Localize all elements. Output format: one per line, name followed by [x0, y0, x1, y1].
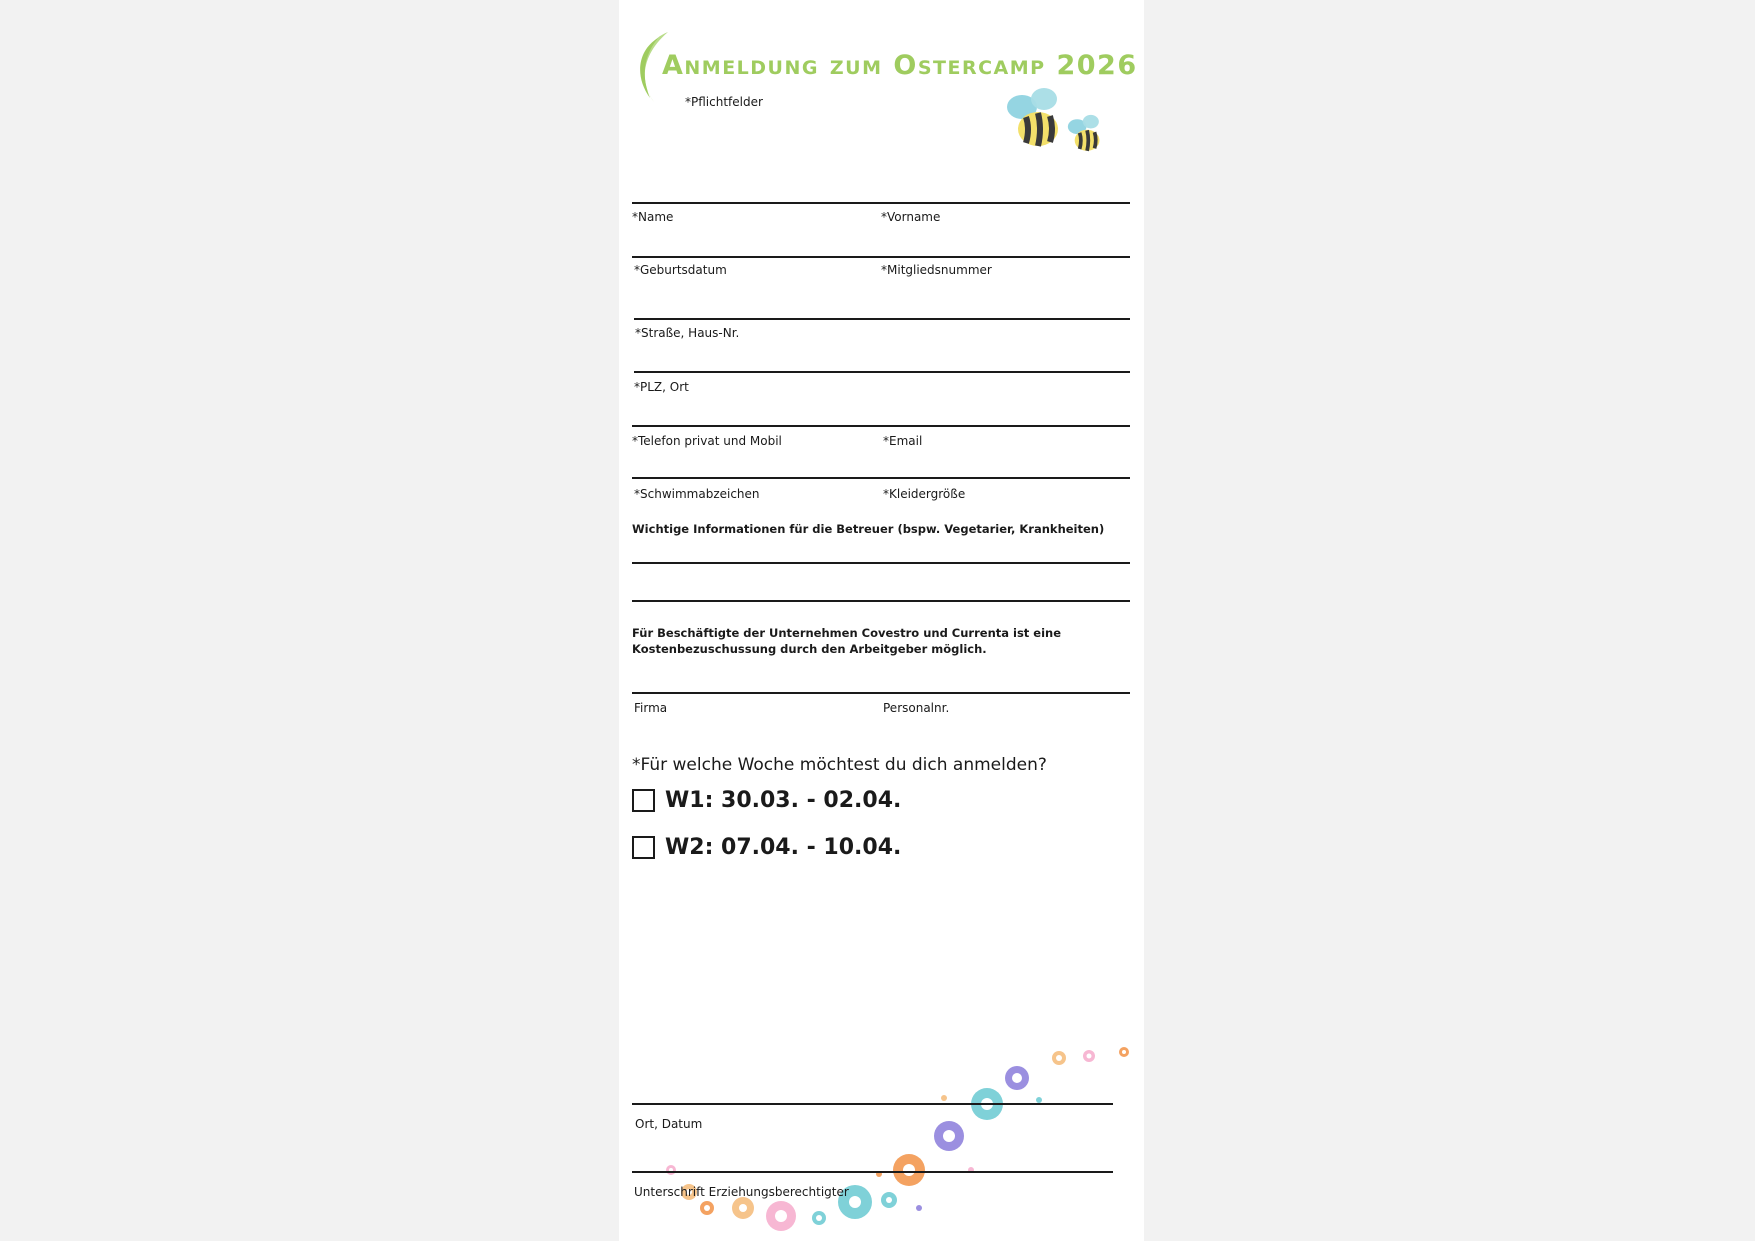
week-1-checkbox[interactable] [632, 789, 655, 812]
name-line [632, 202, 1130, 204]
personalnr-label: Personalnr. [883, 701, 950, 715]
employer-note-line-2: Kostenbezuschussung durch den Arbeitgeber möglich. [632, 642, 987, 656]
info-line-1 [632, 562, 1130, 564]
plz-ort-line [634, 371, 1130, 373]
week-option-1[interactable] [632, 786, 901, 814]
employer-note [632, 625, 1061, 657]
kleidergroesse-label: *Kleidergröße [883, 487, 966, 501]
form-title: Anmeldung zum Ostercamp 2026 [662, 50, 1138, 81]
week-option-2[interactable] [632, 833, 901, 861]
week-question: *Für welche Woche möchtest du dich anmelden? [632, 755, 1047, 775]
vorname-label: *Vorname [881, 210, 941, 224]
firma-label: Firma [634, 701, 668, 715]
strasse-label: *Straße, Haus-Nr. [635, 326, 740, 340]
ort-datum-label: Ort, Datum [635, 1117, 703, 1131]
week-2-checkbox[interactable] [632, 836, 655, 859]
plz-ort-label: *PLZ, Ort [634, 380, 689, 394]
week-1-label: W1: 30.03. - 02.04. [665, 787, 902, 813]
email-label: *Email [883, 434, 923, 448]
week-2-label: W2: 07.04. - 10.04. [665, 834, 902, 860]
flowers-decoration-icon [619, 1040, 1144, 1241]
signature-label: Unterschrift Erziehungsberechtigter [634, 1185, 849, 1199]
required-fields-note: *Pflichtfelder [685, 95, 763, 109]
bees-illustration-icon [1004, 85, 1114, 165]
signature-line [632, 1171, 1113, 1173]
name-label: *Name [632, 210, 674, 224]
strasse-line [634, 318, 1130, 320]
firma-line [632, 692, 1130, 694]
telefon-label: *Telefon privat und Mobil [632, 434, 782, 448]
geburtsdatum-label: *Geburtsdatum [634, 263, 727, 277]
schwimmabzeichen-label: *Schwimmabzeichen [634, 487, 760, 501]
mitgliedsnummer-label: *Mitgliedsnummer [881, 263, 992, 277]
telefon-line [632, 425, 1130, 427]
schwimmabzeichen-line [632, 477, 1130, 479]
important-info-heading: Wichtige Informationen für die Betreuer (bspw. Vegetarier, Krankheiten) [632, 522, 1105, 536]
ort-datum-line [632, 1103, 1113, 1105]
geburtsdatum-line [632, 256, 1130, 258]
registration-form-page [619, 0, 1144, 1241]
info-line-2 [632, 600, 1130, 602]
employer-note-line-1: Für Beschäftigte der Unternehmen Covestro und Currenta ist eine [632, 626, 1062, 640]
